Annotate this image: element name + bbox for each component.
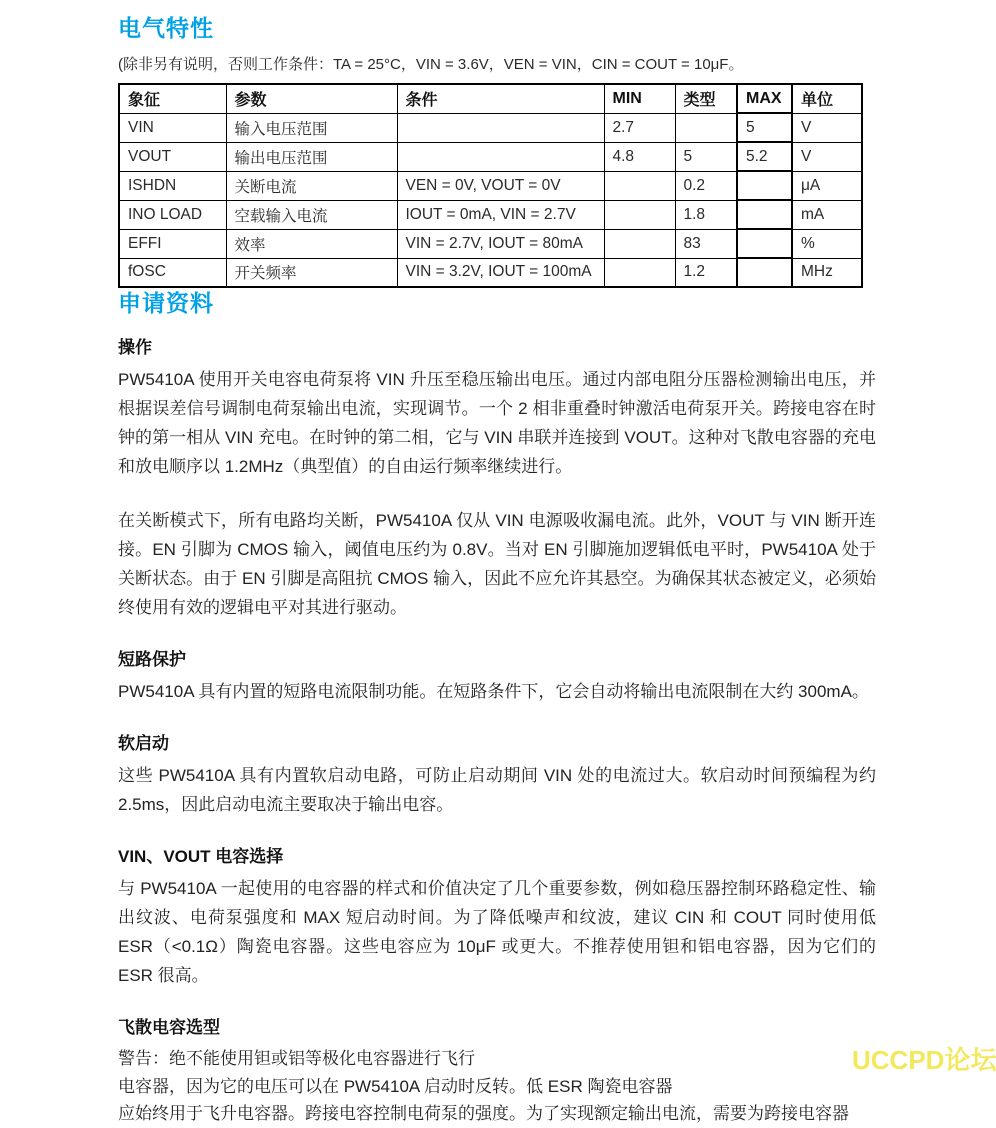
paragraph-line: 警告：绝不能使用钽或铝等极化电容器进行飞行 <box>118 1049 475 1068</box>
table-cell: 空载输入电流 <box>226 200 397 229</box>
table-row-vout <box>119 142 862 171</box>
table-cell <box>737 171 792 200</box>
subsection-short-circuit-protection <box>118 648 876 706</box>
section-title-electrical-characteristics: 电气特性 <box>118 15 214 41</box>
table-row-ino-load <box>119 200 862 229</box>
table-cell: VIN = 3.2V, IOUT = 100mA <box>397 258 604 287</box>
col-header-symbol: 象征 <box>119 84 226 113</box>
table-cell: mA <box>792 200 862 229</box>
electrical-spec-table <box>118 83 863 288</box>
paragraph-line: 应始终用于飞升电容器。跨接电容控制电荷泵的强度。为了实现额定输出电流，需要为跨接电容器 <box>118 1104 849 1123</box>
table-cell: 2.7 <box>604 113 675 142</box>
table-cell <box>604 258 675 287</box>
table-cell: 开关频率 <box>226 258 397 287</box>
table-cell: 0.2 <box>675 171 737 200</box>
col-header-typ: 类型 <box>675 84 737 113</box>
paragraph-line: 电容器，因为它的电压可以在 PW5410A 启动时反转。低 ESR 陶瓷电容器 <box>118 1076 673 1096</box>
col-header-min: MIN <box>604 84 675 113</box>
table-cell: INO LOAD <box>119 200 226 229</box>
table-cell: 5.2 <box>737 142 792 171</box>
paragraph: PW5410A 具有内置的短路电流限制功能。在短路条件下，它会自动将输出电流限制在大约 300mA。 <box>118 682 869 701</box>
table-row-ishdn <box>119 171 862 200</box>
col-header-max: MAX <box>737 84 792 113</box>
table-cell: 输出电压范围 <box>226 142 397 171</box>
table-cell: VEN = 0V, VOUT = 0V <box>397 171 604 200</box>
table-cell: IOUT = 0mA, VIN = 2.7V <box>397 200 604 229</box>
col-header-unit: 单位 <box>792 84 862 113</box>
table-cell: fOSC <box>119 258 226 287</box>
table-cell <box>397 113 604 142</box>
col-header-parameter: 参数 <box>226 84 397 113</box>
table-cell: 效率 <box>226 229 397 258</box>
table-cell: 5 <box>737 113 792 142</box>
table-cell: MHz <box>792 258 862 287</box>
table-cell <box>604 229 675 258</box>
subsection-operation <box>118 336 876 622</box>
test-conditions-note: (除非另有说明，否则工作条件：TA = 25°C，VIN = 3.6V，VEN = VIN，CIN = COUT = 10μF。 <box>118 56 744 73</box>
table-cell: 输入电压范围 <box>226 113 397 142</box>
table-cell: 关断电流 <box>226 171 397 200</box>
subsection-heading-soft-start: 软启动 <box>118 734 169 753</box>
table-cell <box>604 171 675 200</box>
subsection-heading-flying-capacitor: 飞散电容选型 <box>118 1018 220 1037</box>
table-cell: VOUT <box>119 142 226 171</box>
table-cell: VIN = 2.7V, IOUT = 80mA <box>397 229 604 258</box>
table-cell <box>737 200 792 229</box>
col-header-condition: 条件 <box>397 84 604 113</box>
paragraph: 与 PW5410A 一起使用的电容器的样式和价值决定了几个重要参数，例如稳压器控制环路稳定性、输出纹波、电荷泵强度和 MAX 短启动时间。为了降低噪声和纹波，建议 CIN 和 COUT 同时使用低 ESR（<0.1Ω）陶瓷电容器。这些电容应为 10μF 或更大。不推荐使用钽和铝电容器，因为它们的 ESR 很高。 <box>118 879 876 985</box>
table-cell: 1.8 <box>675 200 737 229</box>
table-row-vin <box>119 113 862 142</box>
table-cell <box>604 200 675 229</box>
table-cell: 5 <box>675 142 737 171</box>
subsection-soft-start <box>118 732 876 819</box>
table-cell: 1.2 <box>675 258 737 287</box>
paragraph: 在关断模式下，所有电路均关断，PW5410A 仅从 VIN 电源吸收漏电流。此外，VOUT 与 VIN 断开连接。EN 引脚为 CMOS 输入，阈值电压约为 0.8V。当对 EN 引脚施加逻辑低电平时，PW5410A 处于关断状态。由于 EN 引脚是高阻抗 CMOS 输入，因此不应允许其悬空。为确保其状态被定义，必须始终使用有效的逻辑电平对其进行驱动。 <box>118 511 876 617</box>
paragraph: 这些 PW5410A 具有内置软启动电路，可防止启动期间 VIN 处的电流过大。软启动时间预编程为约 2.5ms，因此启动电流主要取决于输出电容。 <box>118 766 876 814</box>
table-cell: EFFI <box>119 229 226 258</box>
subsection-heading-operation: 操作 <box>118 338 152 357</box>
table-cell <box>737 258 792 287</box>
paragraph: PW5410A 使用开关电容电荷泵将 VIN 升压至稳压输出电压。通过内部电阻分压器检测输出电压，并根据误差信号调制电荷泵输出电流，实现调节。一个 2 相非重叠时钟激活电荷泵开关。跨接电容在时钟的第一相从 VIN 充电。在时钟的第二相，它与 VIN 串联并连接到 VOUT。这种对飞散电容器的充电和放电顺序以 1.2MHz（典型值）的自由运行频率继续进行。 <box>118 370 876 476</box>
table-cell: ISHDN <box>119 171 226 200</box>
table-cell: % <box>792 229 862 258</box>
subsection-vin-vout-capacitor-selection <box>118 845 876 990</box>
table-cell: V <box>792 113 862 142</box>
table-cell <box>737 229 792 258</box>
table-row-fosc <box>119 258 862 287</box>
table-row-effi <box>119 229 862 258</box>
table-cell <box>397 142 604 171</box>
table-cell: μA <box>792 171 862 200</box>
table-cell <box>675 113 737 142</box>
section-title-application-information: 申请资料 <box>118 290 214 316</box>
table-cell: 83 <box>675 229 737 258</box>
table-cell: VIN <box>119 113 226 142</box>
table-header-row <box>119 84 862 113</box>
table-cell: 4.8 <box>604 142 675 171</box>
subsection-flying-capacitor-selection <box>118 1016 876 1128</box>
subsection-heading-capacitor-selection: VIN、VOUT 电容选择 <box>118 847 284 866</box>
subsection-heading-short-circuit: 短路保护 <box>118 650 186 669</box>
forum-watermark: UCCPD论坛 <box>852 1045 996 1075</box>
table-cell: V <box>792 142 862 171</box>
